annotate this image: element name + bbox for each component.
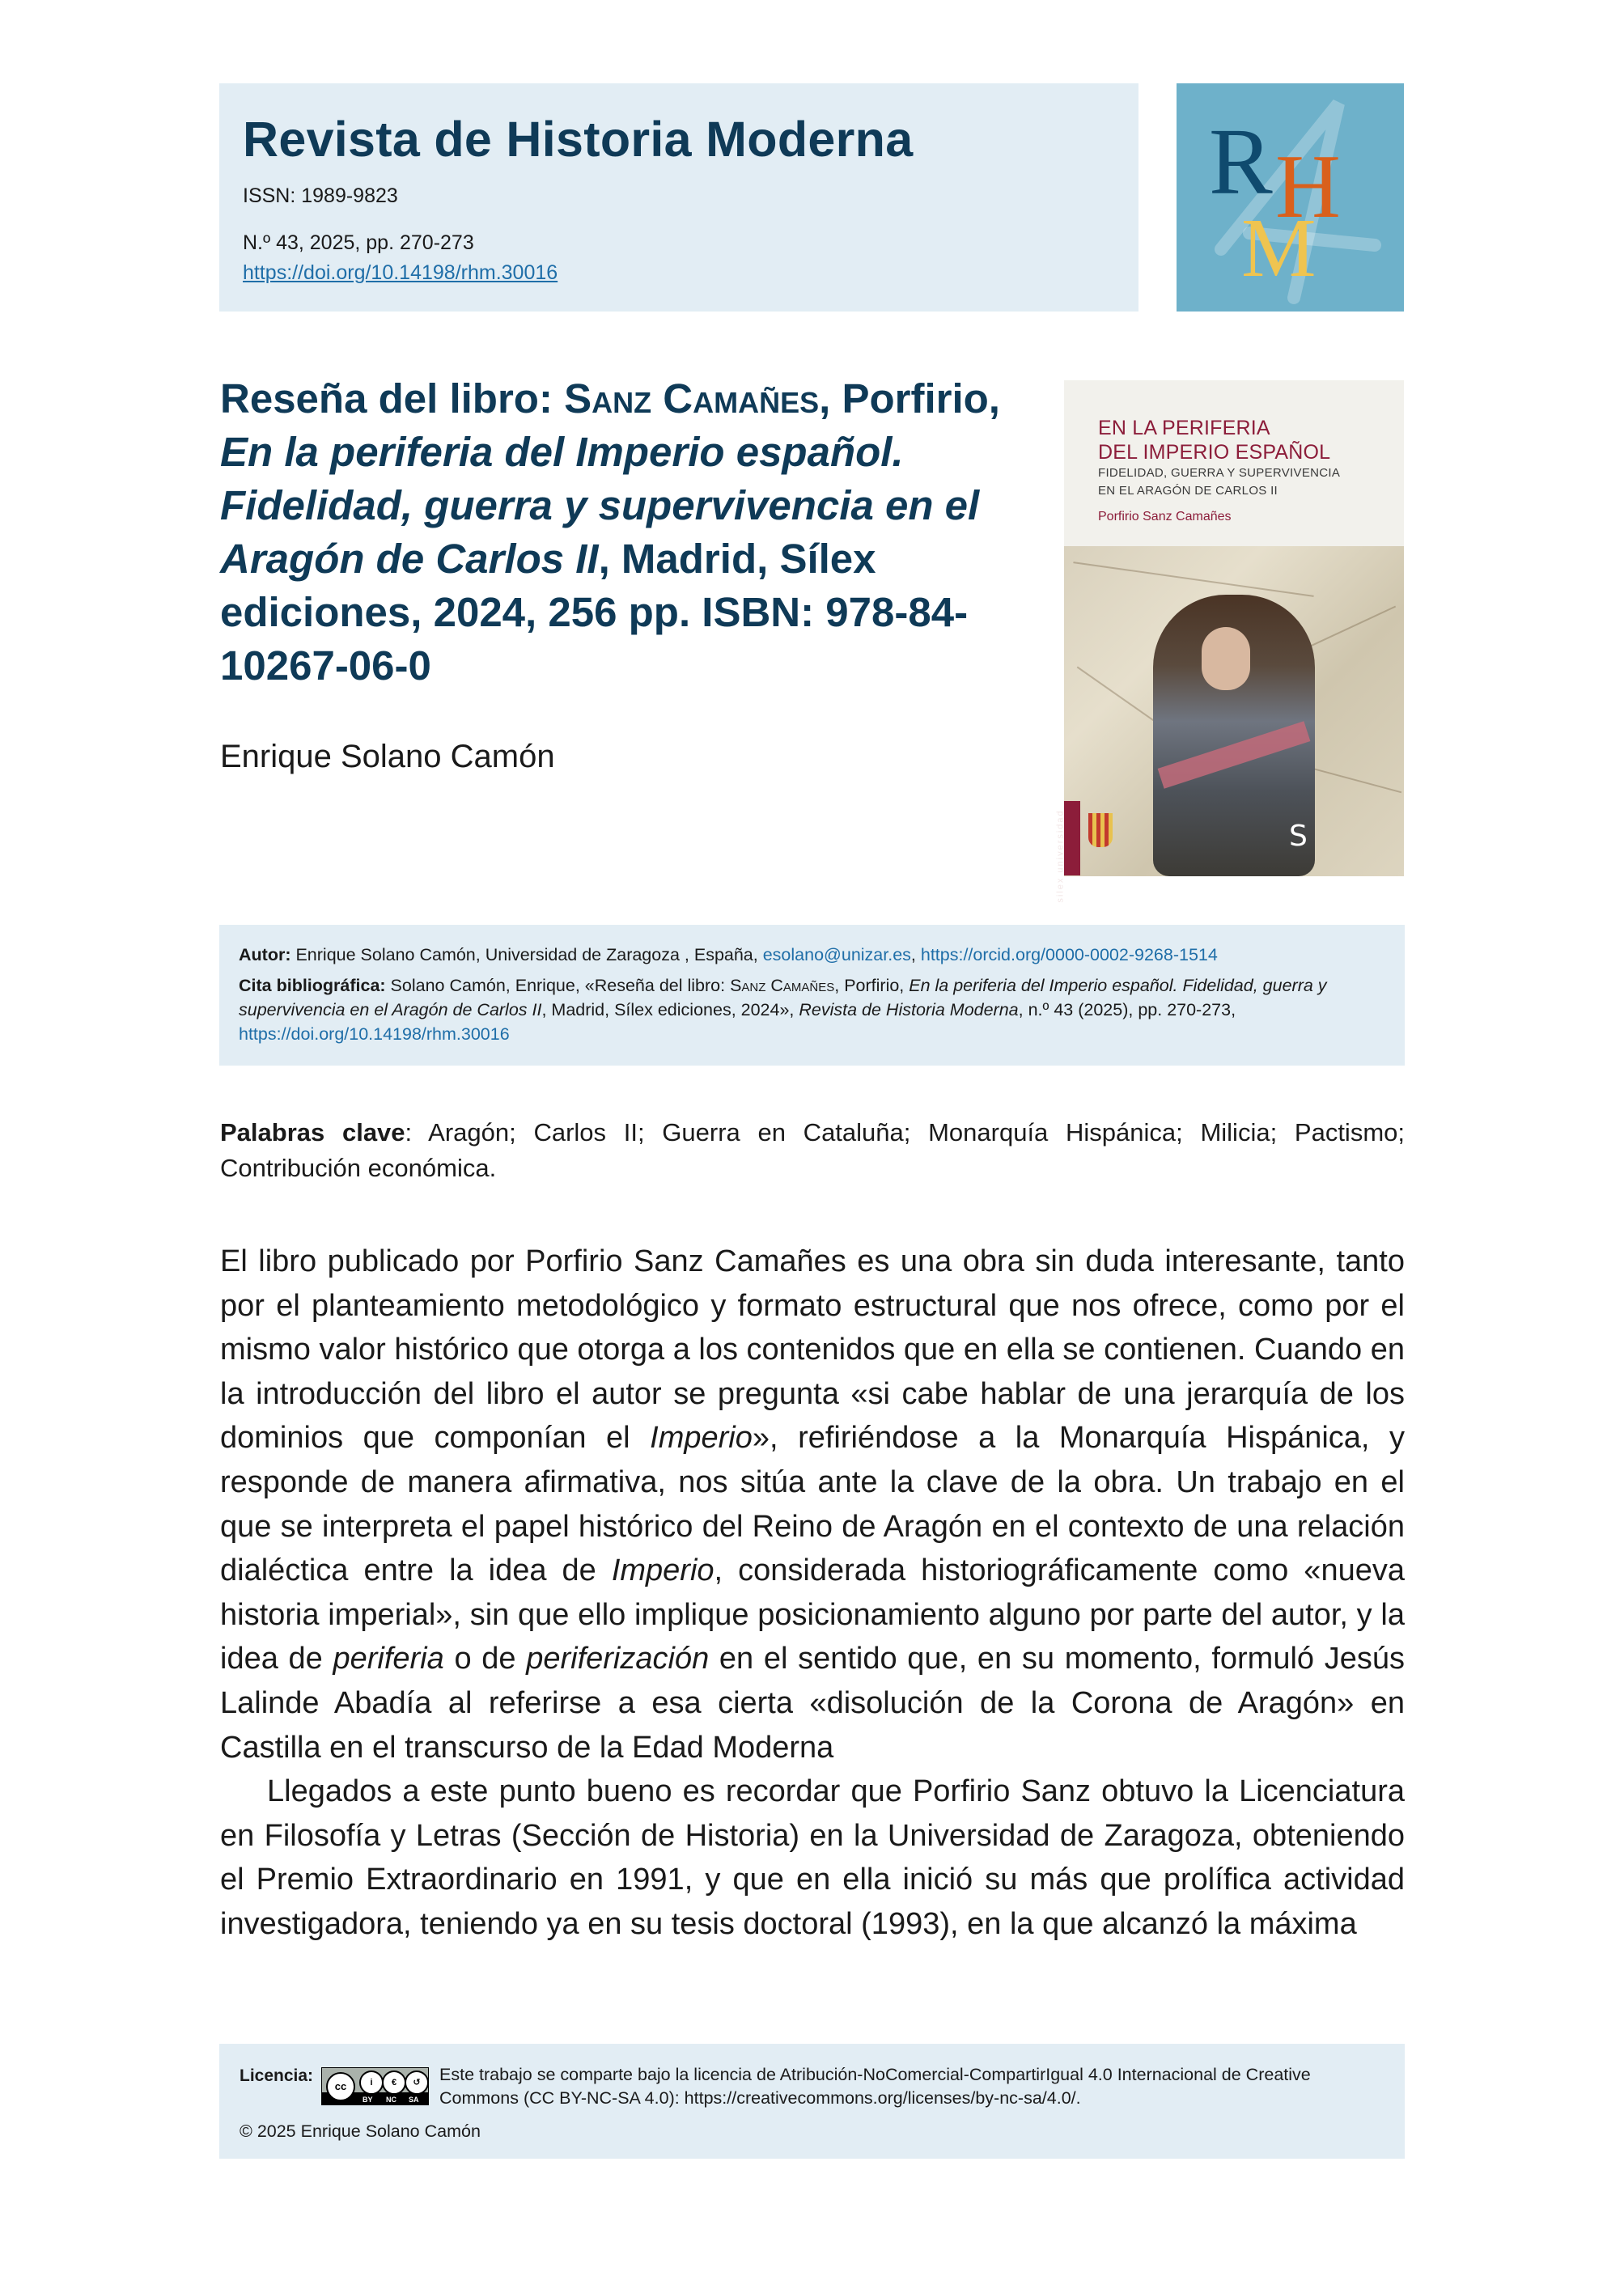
article-body (220, 1240, 1405, 1947)
review-title (220, 372, 1029, 693)
logo-letter-r: R (1209, 108, 1273, 214)
cover-author: Porfirio Sanz Camañes (1098, 510, 1232, 523)
cover-subtitle-line2: EN EL ARAGÓN DE CARLOS II (1098, 484, 1278, 498)
copyright: © 2025 Enrique Solano Camón (240, 2121, 481, 2141)
cc-icon: cc (326, 2072, 355, 2101)
cover-portrait-map-image (1064, 546, 1404, 876)
book-cover (1055, 380, 1404, 903)
cover-title-line1: EN LA PERIFERIA (1098, 417, 1270, 439)
logo-letter-m: M (1241, 201, 1317, 295)
author-citation-box (219, 925, 1405, 1066)
keywords (220, 1115, 1405, 1186)
cover-title-line2: DEL IMPERIO ESPAÑOL (1098, 441, 1331, 464)
cover-subtitle-line1: FIDELIDAD, GUERRA Y SUPERVIVENCIA (1098, 466, 1341, 480)
sa-sharealike-icon: ↺ (405, 2070, 429, 2095)
coat-of-arms-icon (1088, 813, 1113, 847)
license-text: Este trabajo se comparte bajo la licencia de Atribución-NoComercial-CompartirIgual 4.0 Internacional de Creative Commons (CC BY-NC-SA 4.0): https://creativecommons.org/licenses/by-nc-sa/4.0/. (439, 2065, 1311, 2108)
cc-label-nc: NC (386, 2096, 396, 2104)
logo-letter-h: H (1275, 137, 1341, 237)
citation-doi-link[interactable]: https://doi.org/10.14198/rhm.30016 (239, 1024, 510, 1044)
author-label: Autor: (239, 945, 291, 964)
paragraph-2: Llegados a este punto bueno es recordar que Porfirio Sanz obtuvo la Licenciatura en Filosofía y Letras (Sección de Historia) en la Universidad de Zaragoza, obteniendo el Premio Extraordinario en 1991, y que en ella inició su más que prolífica actividad investigadora, teniendo ya en su tesis doctoral (1993), en la que alcanzó la máxima (220, 1774, 1405, 1941)
citation-line: Cita bibliográfica: Solano Camón, Enrique, «Reseña del libro: Sanz Camañes, Porfirio, En la periferia del Imperio español. Fidelidad, guerra y supervivencia en el Aragón de Carlos II, Madrid, Sílex ediciones, 2024», Revista de Historia Moderna, n.º 43 (2025), pp. 270-273, https://doi.org/10.14198/rhm.30016 (239, 976, 1327, 1044)
journal-title: Revista de Historia Moderna (243, 112, 914, 167)
keywords-label: Palabras clave (220, 1118, 405, 1146)
author-orcid-link[interactable]: https://orcid.org/0000-0002-9268-1514 (920, 945, 1218, 964)
title-book: En la periferia del Imperio español. Fidelidad, guerra y supervivencia en el Aragón de Carlos II (220, 429, 980, 582)
doi-link[interactable]: https://doi.org/10.14198/rhm.30016 (243, 261, 558, 284)
cc-label-sa: SA (409, 2096, 419, 2104)
issue-info: N.º 43, 2025, pp. 270-273 (243, 231, 474, 254)
title-author-first: , Porfirio, (819, 375, 1000, 422)
title-prefix: Reseña del libro: (220, 375, 565, 422)
issn: ISSN: 1989-9823 (243, 184, 398, 207)
cover-subtitle (1098, 464, 1340, 500)
by-attribution-icon: i (359, 2070, 384, 2095)
author-line: Autor: Enrique Solano Camón, Universidad de Zaragoza , España, esolano@unizar.es, https://orcid.org/0000-0002-9268-1514 (239, 945, 1218, 964)
cover-spine-label: silex universidad (1064, 801, 1080, 875)
nc-noncommercial-icon: € (382, 2070, 406, 2095)
cc-label-by: BY (363, 2096, 373, 2104)
author-email-link[interactable]: esolano@unizar.es (762, 945, 911, 964)
paragraph-1: El libro publicado por Porfirio Sanz Camañes es una obra sin duda interesante, tanto por el planteamiento metodológico y formato estructural que nos ofrece, como por el mismo valor histórico que otorga a los contenidos que en ella se contienen. Cuando en la introducción del libro el autor se pregunta «si cabe hablar de una jerarquía de los dominios que componían el Imperio», refiriéndose a la Monarquía Hispánica, y responde de manera afirmativa, nos sitúa ante la clave de la obra. Un trabajo en el que se interpreta el papel histórico del Reino de Aragón en el contexto de una relación dialéctica entre la idea de Imperio, considerada historiográficamente como «nueva historia imperial», sin que ello implique posicionamiento alguno por parte del autor, y la idea de periferia o de periferización en el sentido que, en su momento, formuló Jesús Lalinde Abadía al referirse a esa cierta «disolución de la Corona de Aragón» en Castilla en el transcurso de la Edad Moderna (220, 1244, 1406, 1765)
keywords-text: : Aragón; Carlos II; Guerra en Cataluña; Monarquía Hispánica; Milicia; Pactismo; Contribución económica. (220, 1118, 1405, 1182)
cc-by-nc-sa-badge[interactable] (321, 2067, 429, 2105)
publisher-mark: S (1289, 820, 1308, 853)
license-label: Licencia: (240, 2066, 314, 2085)
license-footer (219, 2044, 1405, 2159)
cover-title (1098, 416, 1330, 464)
journal-logo (1177, 83, 1404, 312)
journal-header (219, 83, 1138, 312)
portrait-face (1202, 627, 1250, 690)
title-author-surname: Sanz Camañes (564, 375, 820, 422)
review-author: Enrique Solano Camón (220, 739, 555, 774)
title-suffix: , Madrid, Sílex ediciones, 2024, 256 pp. ISBN: 978-84-10267-06-0 (220, 536, 969, 689)
citation-label: Cita bibliográfica: (239, 976, 386, 995)
